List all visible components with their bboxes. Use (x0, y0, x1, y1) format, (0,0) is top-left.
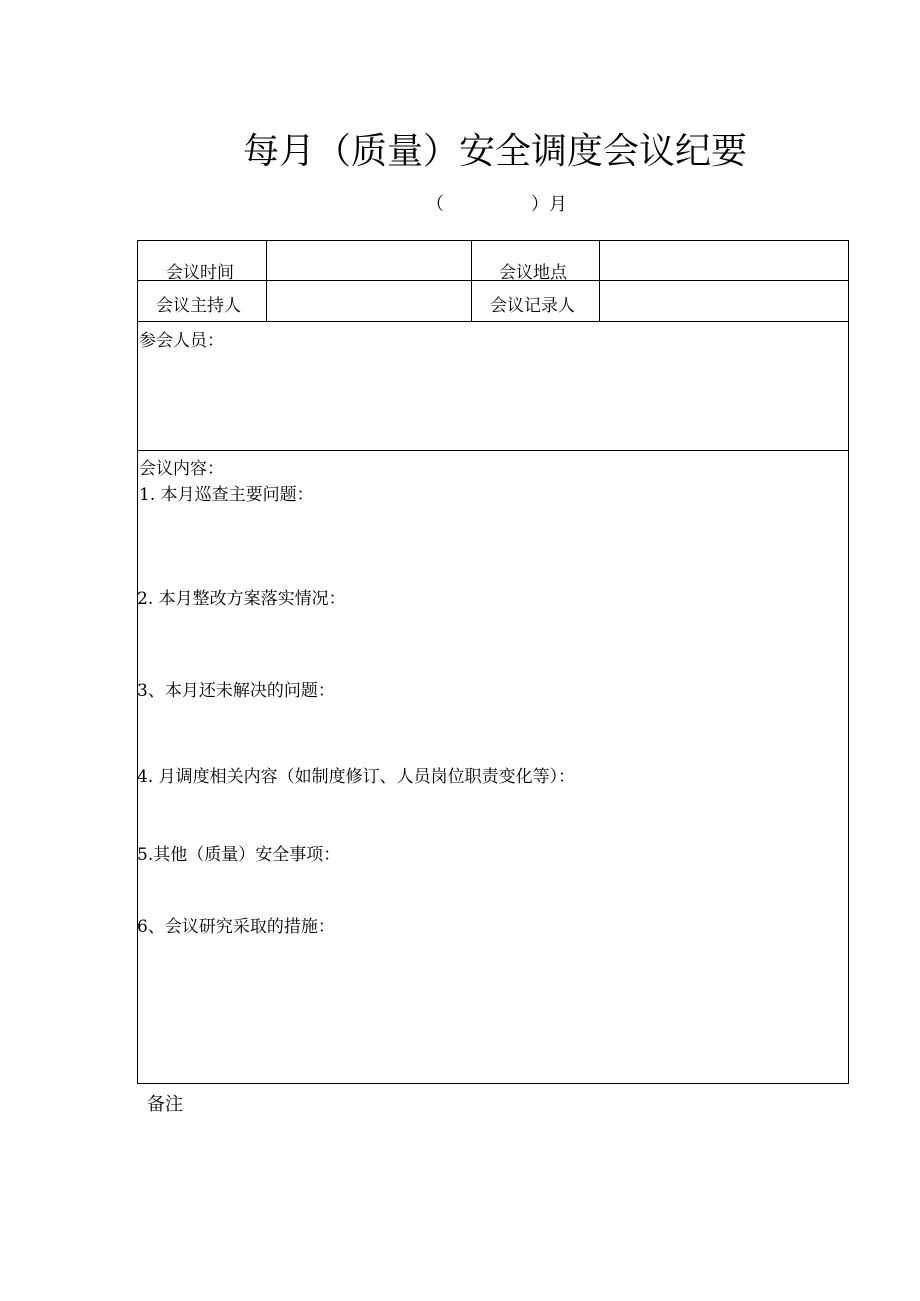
content-item-6: 6、会议研究采取的措施： (137, 917, 335, 937)
row-divider-1 (137, 280, 849, 281)
col-divider-1 (266, 240, 267, 321)
remarks-label: 备注 (147, 1094, 183, 1115)
col-divider-3 (599, 240, 600, 321)
recorder-label: 会议记录人 (490, 296, 575, 316)
row-divider-2 (137, 321, 849, 322)
col-divider-2 (471, 240, 472, 321)
month-line (0, 188, 920, 216)
content-item-4: 4. 月调度相关内容（如制度修订、人员岗位职责变化等）： (137, 767, 576, 787)
document-title: 每月（质量）安全调度会议纪要 (242, 131, 747, 172)
month-right-paren-label: ）月 (531, 194, 567, 215)
form-table (137, 240, 849, 1084)
content-item-5: 5.其他（质量）安全事项： (137, 845, 341, 865)
host-label: 会议主持人 (156, 296, 241, 316)
month-left-paren: （ (426, 194, 444, 215)
row-divider-3 (137, 450, 849, 451)
attendees-label: 参会人员： (139, 331, 224, 351)
content-item-1: 1. 本月巡查主要问题： (139, 485, 314, 505)
content-item-2: 2. 本月整改方案落实情况： (137, 589, 346, 609)
meeting-place-label: 会议地点 (499, 263, 567, 283)
content-item-3: 3、本月还未解决的问题： (137, 681, 335, 701)
meeting-content-label: 会议内容： (139, 459, 224, 479)
meeting-time-label: 会议时间 (166, 263, 234, 283)
